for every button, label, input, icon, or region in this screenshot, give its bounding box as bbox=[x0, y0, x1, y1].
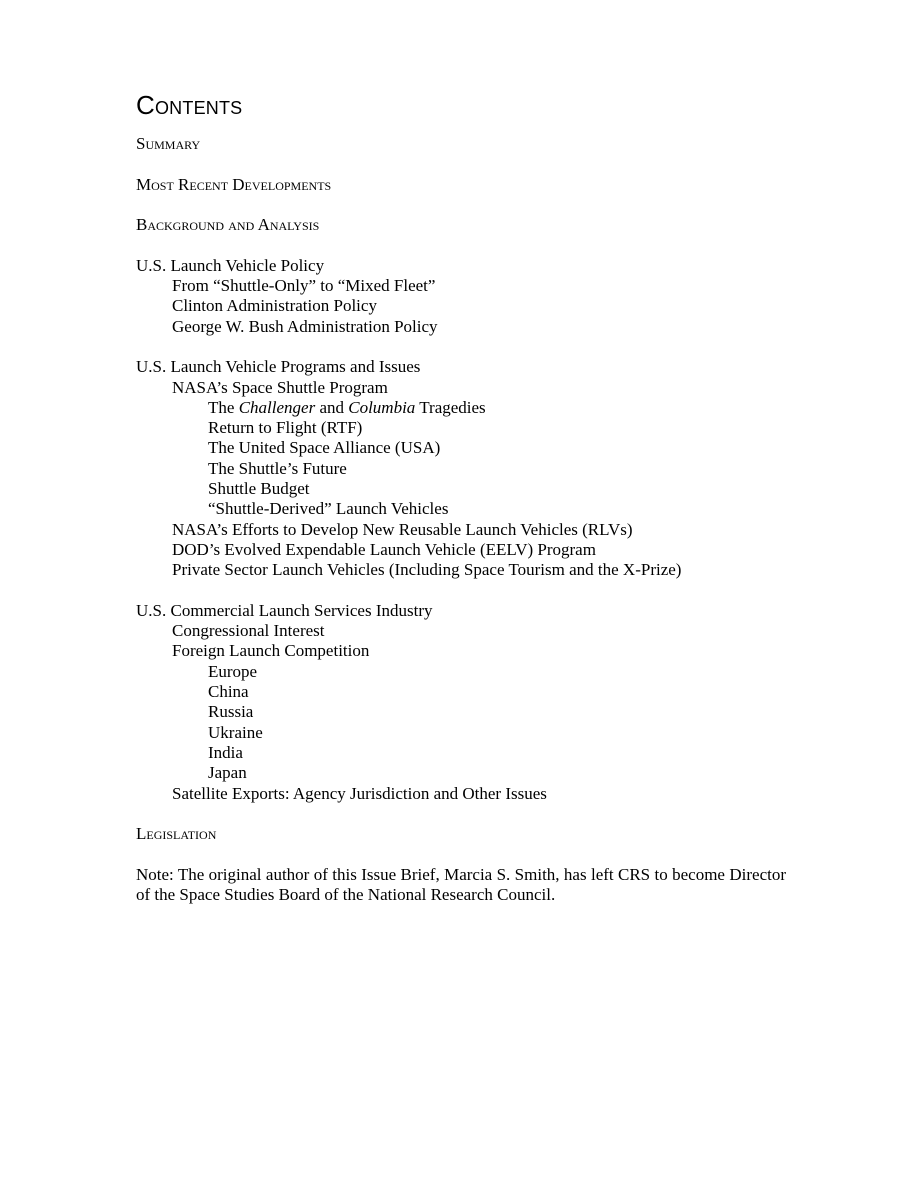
toc-entry: George W. Bush Administration Policy bbox=[172, 316, 438, 336]
toc-entry: Congressional Interest bbox=[172, 621, 325, 641]
summary-heading: Summary bbox=[136, 134, 201, 153]
legislation-heading: Legislation bbox=[136, 824, 217, 844]
toc-entry: Satellite Exports: Agency Jurisdiction and Other Issues bbox=[172, 783, 547, 803]
policy-section bbox=[136, 256, 786, 337]
page-title: Contents bbox=[136, 90, 243, 120]
tragedies-prefix: The bbox=[208, 397, 239, 417]
background-heading: Background and Analysis bbox=[136, 215, 320, 235]
policy-heading: U.S. Launch Vehicle Policy bbox=[136, 255, 325, 275]
contents-page bbox=[136, 88, 786, 905]
toc-entry-country: Ukraine bbox=[208, 722, 263, 742]
tragedies-and: and bbox=[315, 397, 349, 417]
toc-entry: NASA’s Space Shuttle Program bbox=[172, 377, 388, 397]
toc-entry-country: India bbox=[208, 742, 243, 762]
commercial-section bbox=[136, 601, 786, 804]
toc-entry: “Shuttle-Derived” Launch Vehicles bbox=[208, 499, 449, 519]
toc-entry: Clinton Administration Policy bbox=[172, 296, 377, 316]
toc-entry: Foreign Launch Competition bbox=[172, 641, 370, 661]
author-note: Note: The original author of this Issue Brief, Marcia S. Smith, has left CRS to become Director of the Space Studies Board of the National Research Council. bbox=[136, 864, 786, 904]
toc-entry: The Shuttle’s Future bbox=[208, 458, 347, 478]
programs-heading: U.S. Launch Vehicle Programs and Issues bbox=[136, 357, 421, 377]
toc-entry: Return to Flight (RTF) bbox=[208, 418, 363, 438]
toc-entry: Shuttle Budget bbox=[208, 479, 310, 499]
toc-entry: The United Space Alliance (USA) bbox=[208, 438, 441, 458]
toc-entry-tragedies bbox=[136, 398, 786, 418]
toc-entry: From “Shuttle-Only” to “Mixed Fleet” bbox=[172, 276, 436, 296]
programs-section bbox=[136, 357, 786, 580]
recent-developments-heading: Most Recent Developments bbox=[136, 174, 332, 194]
commercial-heading: U.S. Commercial Launch Services Industry bbox=[136, 600, 433, 620]
toc-entry-country: Japan bbox=[208, 763, 247, 783]
toc-entry-country: China bbox=[208, 682, 249, 702]
toc-entry: Private Sector Launch Vehicles (Including Space Tourism and the X-Prize) bbox=[172, 560, 682, 580]
toc-entry: DOD’s Evolved Expendable Launch Vehicle (EELV) Program bbox=[172, 539, 596, 559]
columbia-name: Columbia bbox=[348, 397, 416, 417]
challenger-name: Challenger bbox=[238, 397, 316, 417]
toc-entry: NASA’s Efforts to Develop New Reusable Launch Vehicles (RLVs) bbox=[172, 519, 633, 539]
tragedies-suffix: Tragedies bbox=[415, 397, 486, 417]
toc-entry-country: Europe bbox=[208, 661, 258, 681]
toc-entry-country: Russia bbox=[208, 702, 254, 722]
